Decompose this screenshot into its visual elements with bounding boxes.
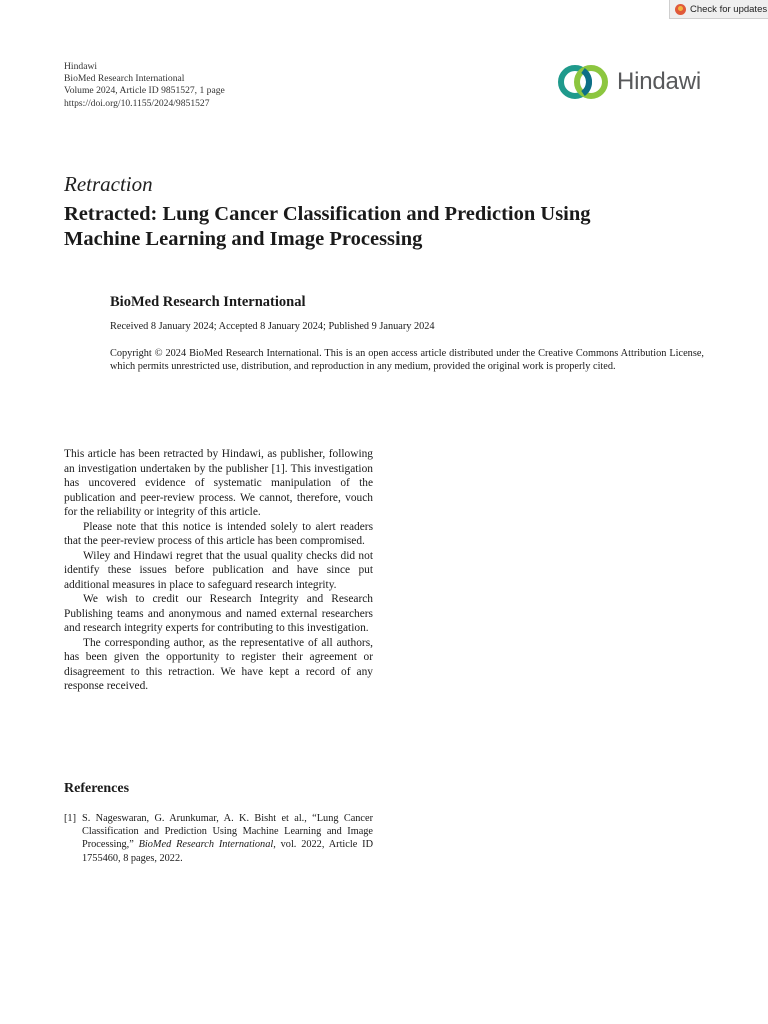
body-paragraph: The corresponding author, as the representative of all authors, has been given the opportunity to register their agreement or disagreement to this retraction. We have kept a record of any response received.: [64, 636, 373, 692]
reference-journal: BioMed Research International: [138, 839, 274, 851]
crossmark-icon: [675, 4, 686, 15]
publisher-name: Hindawi: [64, 61, 98, 72]
article-author: BioMed Research International: [110, 294, 306, 310]
reference-authors-title: S. Nageswaran, G. Arunkumar, A. K. Bisht et al., “Lung Cancer Classification and Prediction Using Machine Learning and Image Processing,”: [82, 813, 373, 851]
hindawi-logo-text: Hindawi: [617, 68, 701, 95]
journal-name: BioMed Research International: [64, 73, 185, 85]
check-for-updates-button[interactable]: [669, 0, 768, 19]
hindawi-rings-icon: [557, 62, 611, 102]
body-paragraph: Please note that this notice is intended solely to alert readers that the peer-review process of this article has been compromised.: [64, 520, 373, 547]
body-paragraph: Wiley and Hindawi regret that the usual quality checks did not identify these issues before publication and have since put additional measures in place to safeguard research integrity.: [64, 549, 373, 591]
article-type: Retraction: [64, 172, 153, 196]
check-for-updates-label: Check for updates: [690, 3, 768, 15]
reference-details: , vol. 2022, Article ID 1755460, 8 pages, 2022.: [82, 839, 374, 864]
body-paragraph: We wish to credit our Research Integrity and Research Publishing teams and anonymous and named external researchers and research integrity experts for contributing to this investigation.: [64, 593, 373, 634]
body-paragraph: This article has been retracted by Hindawi, as publisher, following an investigation undertaken by the publisher [1]. This investigation has uncovered evidence of systematic manipulation of the publication and peer-review process. We cannot, therefore, vouch for the reliability or integrity of this article.: [64, 448, 373, 518]
article-title-line1: Retracted: Lung Cancer Classification and Prediction Using: [64, 203, 591, 225]
reference-number: [1]: [64, 813, 77, 824]
article-title: [64, 202, 704, 252]
article-body: [64, 447, 373, 694]
doi-link[interactable]: https://doi.org/10.1155/2024/9851527: [64, 97, 210, 109]
references-heading: References: [64, 781, 130, 796]
volume-line: Volume 2024, Article ID 9851527, 1 page: [64, 85, 225, 97]
article-title-line2: Machine Learning and Image Processing: [64, 228, 423, 250]
copyright-notice: Copyright © 2024 BioMed Research International. This is an open access article distributed under the Creative Commons Attribution License, which permits unrestricted use, distribution, and reproduction in any medium, provided the original work is properly cited.: [110, 348, 704, 373]
reference-item: [64, 812, 373, 865]
reference-text: [82, 812, 373, 865]
journal-header: [64, 61, 225, 110]
hindawi-logo: [557, 62, 701, 102]
article-dates: Received 8 January 2024; Accepted 8 January 2024; Published 9 January 2024: [110, 321, 435, 332]
